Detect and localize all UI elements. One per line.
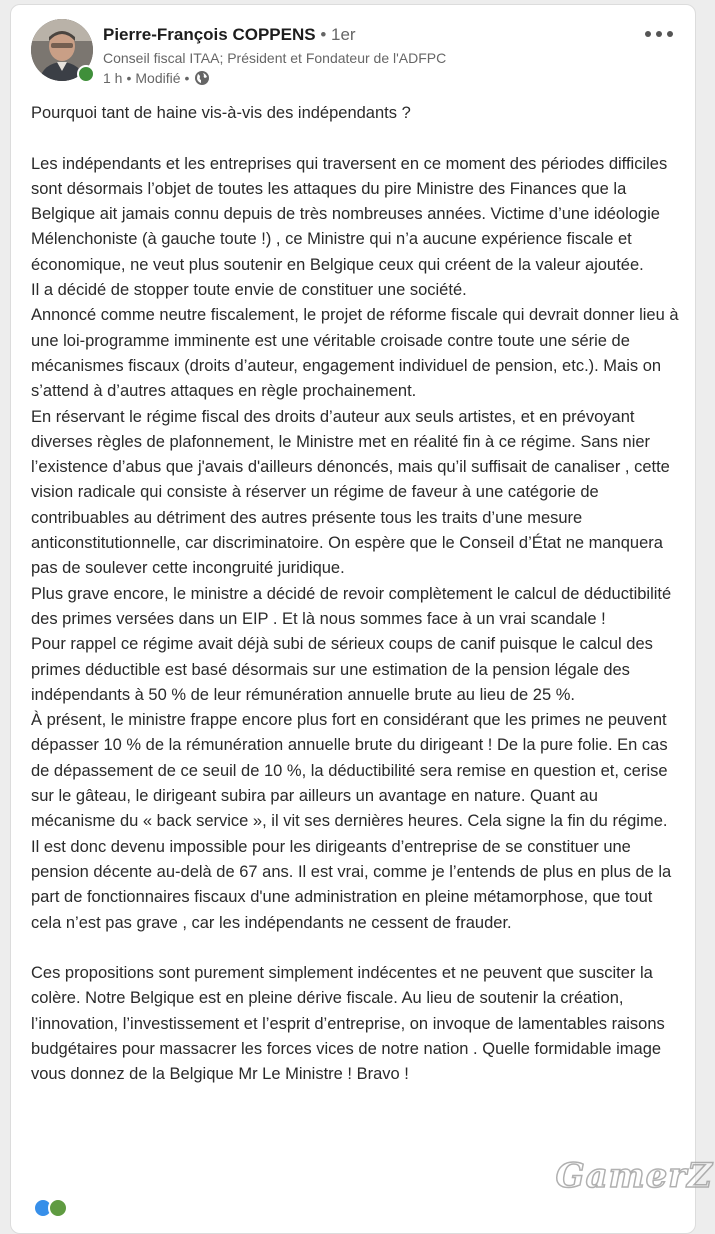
more-options-button[interactable]	[643, 21, 675, 47]
post-header	[11, 5, 695, 95]
more-icon	[644, 30, 674, 38]
post-meta	[103, 70, 210, 86]
post-paragraph: Les indépendants et les entreprises qui traversent en ce moment des périodes difficiles sont désormais l’objet de toutes les attaques du pire Ministre des Finances que la Belgique ait jamais connu depuis de très nombreuses années. Victime d’une idéologie Mélenchoniste (à gauche toute !) , ce Ministre qui n’a aucune expérience fiscale et économique, ne veut plus soutenir en Belgique ceux qui créent de la valeur ajoutée. Il a décidé de stopper toute envie de constituer une société. Annoncé comme neutre fiscalement, le projet de réforme fiscale qui devrait donner lieu à une loi-programme imminente est une véritable croisade contre toute une série de mécanismes fiscaux (droits d’auteur, engagement individuel de pension, etc.). Mais on s’attend à d’autres attaques en règle prochainement. En réservant le régime fiscal des droits d’auteur aux seuls artistes, et en prévoyant diverses règles de plafonnement, le Ministre met en réalité fin à ce régime. Sans nier l’existence d’abus que j'avais d'ailleurs dénoncés, mais qu’il suffisait de canaliser , cette vision radicale qui consiste à réserver un régime de faveur à une catégorie de contribuables au détriment des autres présente tous les traits d’une mesure anticonstitutionnelle, car discriminatoire. On espère que le Conseil d’État ne manquera pas de soulever cette incongruité juridique. Plus grave encore, le ministre a décidé de revoir complètement le calcul de déductibilité des primes versées dans un EIP . Et là nous sommes face à un vrai scandale ! Pour rappel ce régime avait déjà subi de sérieux coups de canif puisque le calcul des primes déductible est basé désormais sur une estimation de la pension légale des indépendants à 50 % de leur rémunération annuelle brute au lieu de 25 %. À présent, le ministre frappe encore plus fort en considérant que les primes ne peuvent dépasser 10 % de la rémunération annuelle brute du dirigeant ! De la pure folie. En cas de dépassement de ce seuil de 10 %, la déductibilité sera remise en question et, cerise sur le gâteau, le dirigeant subira par ailleurs un avantage en nature. Quant au mécanisme du « back service », il vit ses dernières heures. Cela signe la fin du régime. Il est donc devenu impossible pour les dirigeants d’entreprise de se constituer une pension décente au-delà de 67 ans. Il est vrai, comme je l’entends de plus en plus de la part de fonctionnaires fiscaux d'une administration en pleine métamorphose, que tout cela n’est pas grave , car les indépendants ne cessent de frauder.	[31, 152, 681, 936]
post-paragraph: Ces propositions sont purement simplement indécentes et ne peuvent que susciter la colère. Notre Belgique est en pleine dérive fiscale. Au lieu de soutenir la création, l’innovation, l’investissement et l’esprit d’entreprise, on invoque de lamentables raisons budgétaires pour massacrer les forces vices de notre nation . Quelle formidable image vous donnez de la Belgique Mr Le Ministre ! Bravo !	[31, 961, 681, 1087]
author-headline: Conseil fiscal ITAA; Président et Fondateur de l'ADFPC	[103, 50, 446, 66]
edited-label: Modifié	[135, 70, 180, 86]
reaction-icons[interactable]	[33, 1198, 63, 1218]
meta-dot: •	[185, 70, 190, 86]
globe-icon	[194, 70, 210, 86]
post-text	[31, 101, 681, 1088]
online-status-icon	[77, 65, 95, 83]
connection-degree: 1er	[331, 25, 356, 44]
paragraph-gap	[31, 936, 681, 961]
meta-dot: •	[126, 70, 131, 86]
watermark-logo: GamerZ	[556, 1156, 713, 1196]
paragraph-gap	[31, 126, 681, 151]
post-time: 1 h	[103, 70, 122, 86]
post-paragraph: Pourquoi tant de haine vis-à-vis des indépendants ?	[31, 101, 681, 126]
author-name[interactable]: Pierre-François COPPENS	[103, 25, 316, 44]
post-card	[10, 4, 696, 1234]
celebrate-reaction-icon	[48, 1198, 68, 1218]
author-line	[103, 25, 356, 45]
separator-dot: •	[320, 25, 326, 44]
